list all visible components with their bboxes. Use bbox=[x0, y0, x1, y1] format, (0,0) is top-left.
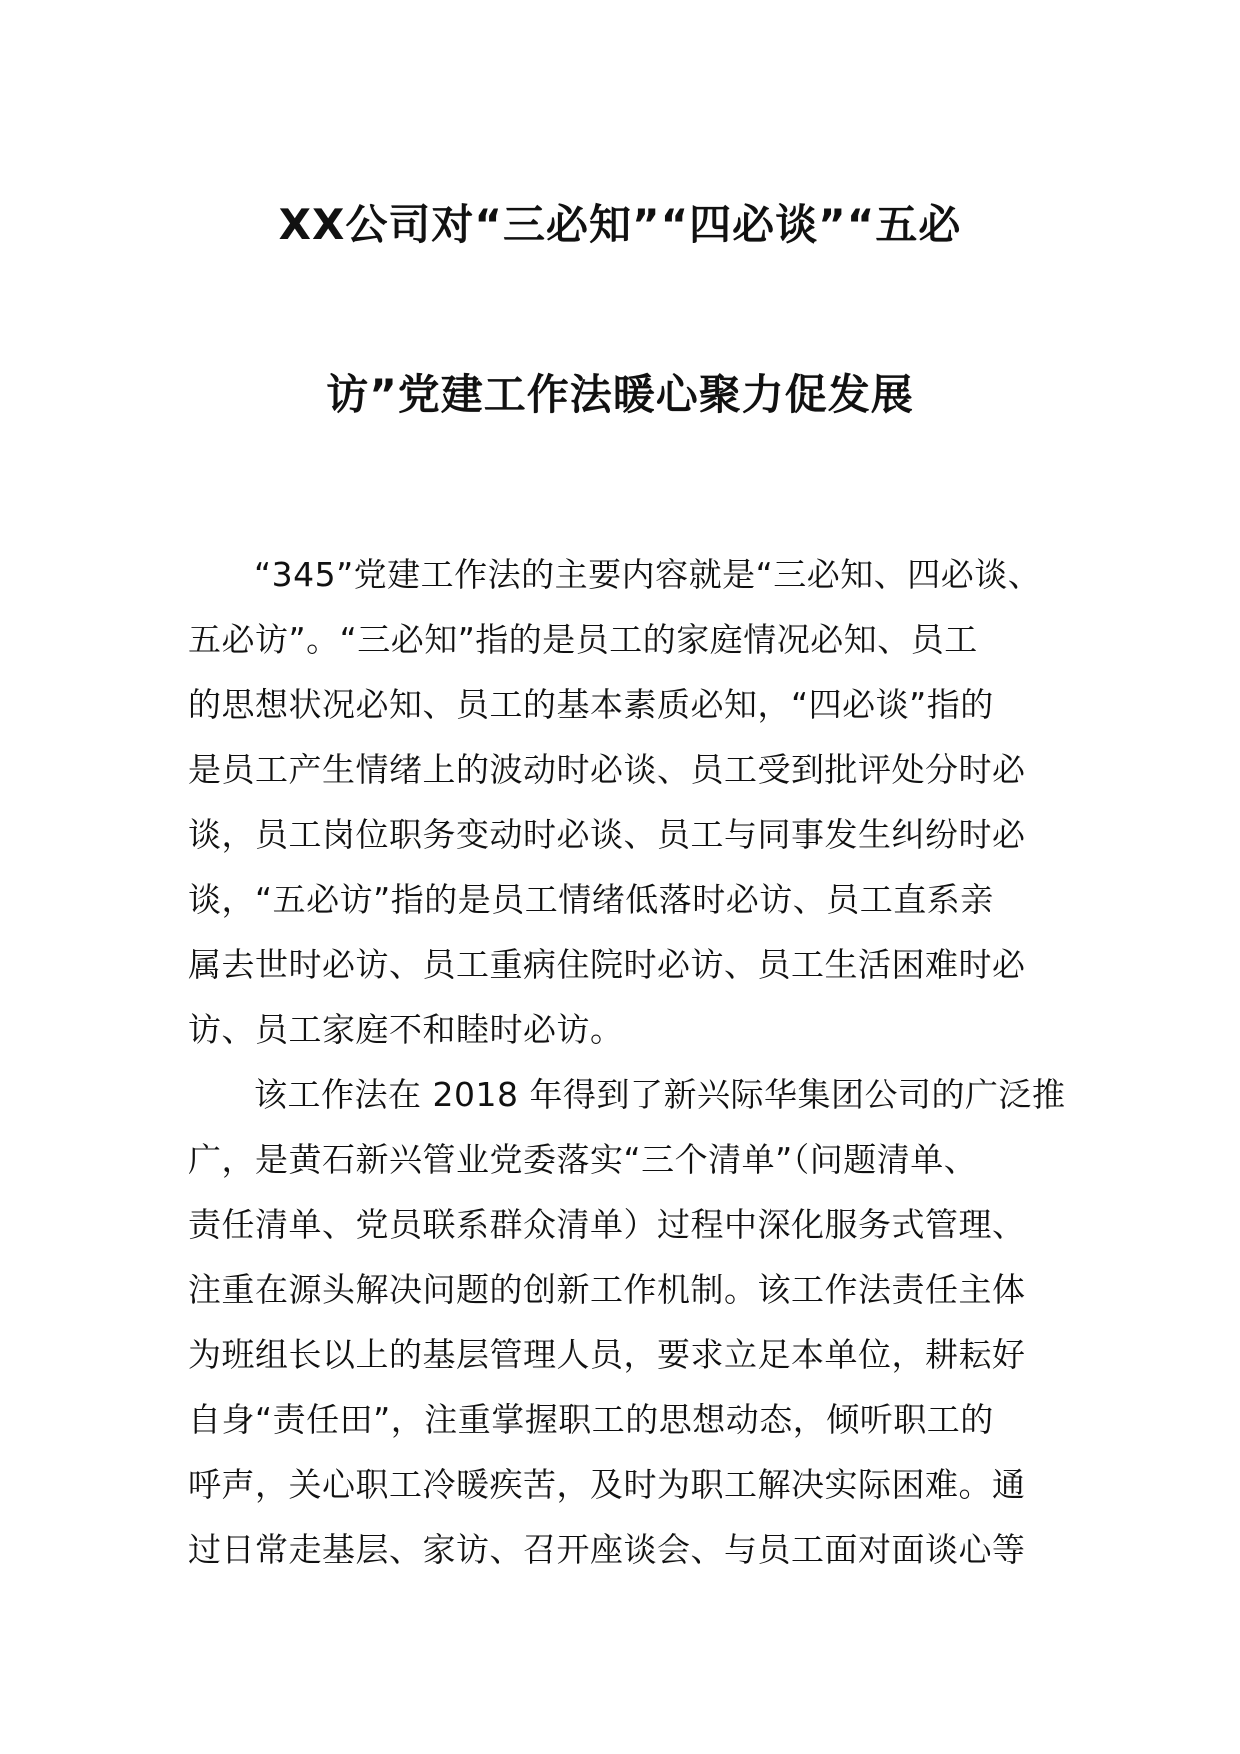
paragraph-line: 是员工产生情绪上的波动时必谈、员工受到批评处分时必 bbox=[188, 750, 1026, 789]
paragraph-line: 呼声，关心职工冷暖疾苦，及时为职工解决实际困难。通 bbox=[188, 1465, 1026, 1504]
paragraph bbox=[188, 1062, 1066, 1582]
paragraph-line: 谈，“五必访”指的是员工情绪低落时必访、员工直系亲 bbox=[188, 880, 994, 919]
paragraph-line: 责任清单、党员联系群众清单）过程中深化服务式管理、 bbox=[188, 1205, 1026, 1244]
paragraph-line: 注重在源头解决问题的创新工作机制。该工作法责任主体 bbox=[188, 1270, 1026, 1309]
title-line: XX公司对“三必知”“四必谈”“五必 bbox=[278, 200, 962, 249]
title-line: 访”党建工作法暖心聚力促发展 bbox=[326, 370, 914, 419]
paragraph-line: 五必访”。“三必知”指的是员工的家庭情况必知、员工 bbox=[188, 620, 978, 659]
document-title bbox=[150, 195, 1090, 425]
paragraph-line: 自身“责任田”，注重掌握职工的思想动态，倾听职工的 bbox=[188, 1400, 994, 1439]
paragraph-line: 属去世时必访、员工重病住院时必访、员工生活困难时必 bbox=[188, 945, 1026, 984]
paragraph-line: “345”党建工作法的主要内容就是“三必知、四必谈、 bbox=[254, 555, 1042, 594]
paragraph-line: 谈，员工岗位职务变动时必谈、员工与同事发生纠纷时必 bbox=[188, 815, 1026, 854]
document-body bbox=[188, 542, 1066, 1582]
paragraph-line: 为班组长以上的基层管理人员，要求立足本单位，耕耘好 bbox=[188, 1335, 1026, 1374]
paragraph-line: 该工作法在 2018 年得到了新兴际华集团公司的广泛推 bbox=[254, 1075, 1066, 1114]
paragraph bbox=[188, 542, 1058, 1062]
paragraph-line: 广，是黄石新兴管业党委落实“三个清单”（问题清单、 bbox=[188, 1140, 978, 1179]
paragraph-line: 过日常走基层、家访、召开座谈会、与员工面对面谈心等 bbox=[188, 1530, 1026, 1569]
paragraph-line: 的思想状况必知、员工的基本素质必知，“四必谈”指的 bbox=[188, 685, 994, 724]
paragraph-line: 访、员工家庭不和睦时必访。 bbox=[188, 1010, 624, 1049]
